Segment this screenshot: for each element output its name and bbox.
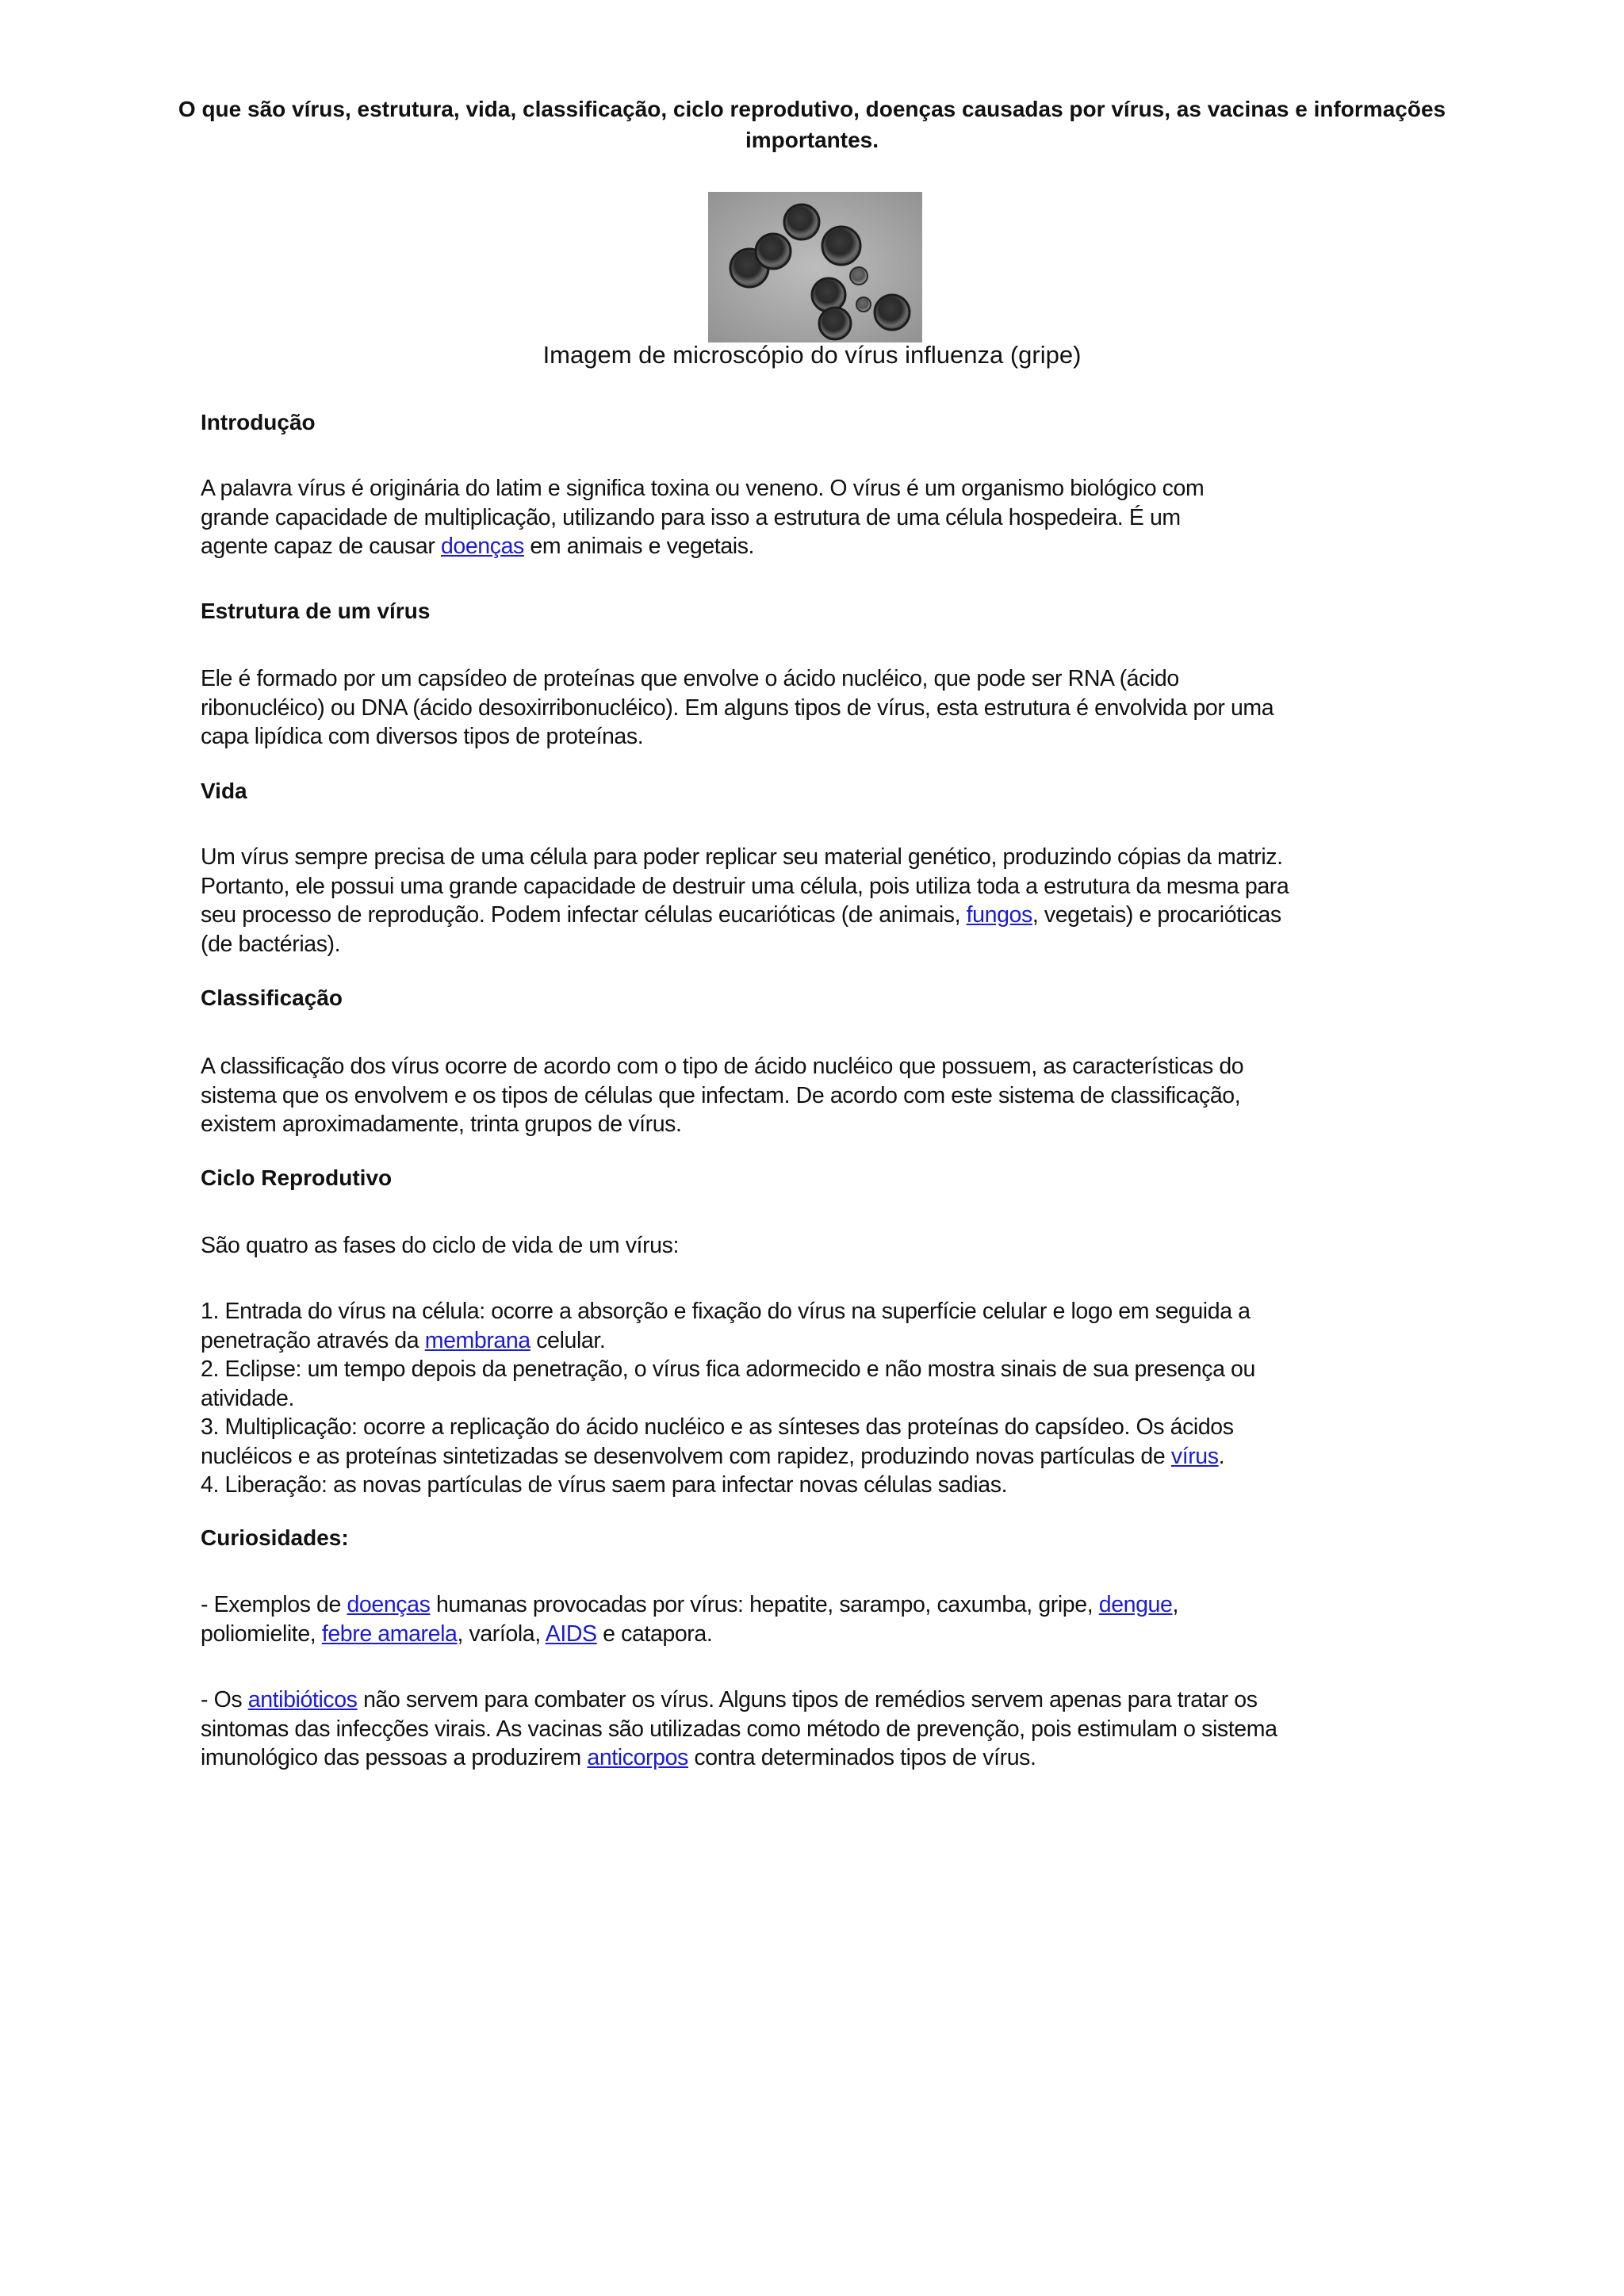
text-segment: nucléicos e as proteínas sintetizadas se desenvolvem com rapidez, produzindo novas partículas de <box>201 1443 1171 1469</box>
list-item: 3. Multiplicação: ocorre a replicação do ácido nucléico e as sínteses das proteínas do capsídeo. Os ácidos <box>201 1414 1234 1440</box>
list-ciclo-fases <box>201 1297 1438 1500</box>
list-item: 2. Eclipse: um tempo depois da penetração, o vírus fica adormecido e não mostra sinais de sua presença ou <box>201 1357 1255 1382</box>
text-line: Um vírus sempre precisa de uma célula para poder replicar seu material genético, produzindo cópias da matriz. <box>201 844 1283 870</box>
paragraph-estrutura <box>201 664 1438 752</box>
text-segment: contra determinados tipos de vírus. <box>688 1745 1036 1770</box>
link-virus[interactable]: vírus <box>1170 1443 1219 1469</box>
text-segment: - Exemplos de <box>201 1592 347 1617</box>
text-line: capa lipídica com diversos tipos de proteínas. <box>201 724 644 749</box>
list-item <box>201 1326 1438 1356</box>
text-line: sistema que os envolvem e os tipos de células que infectam. De acordo com este sistema de classificação, <box>201 1082 1241 1108</box>
heading-estrutura: Estrutura de um vírus <box>201 599 431 623</box>
link-fungos[interactable]: fungos <box>966 902 1032 928</box>
text-segment: poliomielite, <box>201 1621 322 1647</box>
text-line <box>201 901 1438 930</box>
paragraph-vida <box>201 843 1438 959</box>
text-segment: agente capaz de causar <box>201 534 441 559</box>
text-segment: e catapora. <box>596 1621 713 1647</box>
text-line: existem aproximadamente, trinta grupos de vírus. <box>201 1112 682 1137</box>
text-segment: em animais e vegetais. <box>523 534 755 559</box>
text-line <box>201 1743 1438 1773</box>
text-segment: imunológico das pessoas a produzirem <box>201 1745 588 1770</box>
text-segment: , vegetais) e procarióticas <box>1032 902 1281 928</box>
paragraph-curiosidades-2 <box>201 1686 1438 1773</box>
list-item <box>201 1442 1438 1471</box>
figure-caption: Imagem de microscópio do vírus influenza (gripe) <box>542 341 1082 369</box>
text-segment: penetração através da <box>201 1327 425 1353</box>
link-anticorpos[interactable]: anticorpos <box>587 1745 688 1770</box>
text-segment: . <box>1218 1443 1225 1469</box>
paragraph-curiosidades-1 <box>201 1590 1438 1648</box>
heading-curiosidades: Curiosidades: <box>201 1525 349 1550</box>
text-line: A palavra vírus é originária do latim e significa toxina ou veneno. O vírus é um organismo biológico com <box>201 476 1205 501</box>
text-line <box>201 1686 1438 1715</box>
text-line <box>201 1620 1438 1649</box>
influenza-microscope-image <box>708 192 922 342</box>
paragraph-introducao <box>201 474 1438 561</box>
heading-vida: Vida <box>201 779 247 803</box>
list-item: 1. Entrada do vírus na célula: ocorre a absorção e fixação do vírus na superfície celular e logo em seguida a <box>201 1299 1251 1324</box>
text-line: Ele é formado por um capsídeo de proteínas que envolve o ácido nucléico, que pode ser RNA (ácido <box>201 666 1179 691</box>
text-line: (de bactérias). <box>201 931 341 957</box>
text-segment: , <box>1172 1592 1178 1617</box>
page-title: O que são vírus, estrutura, vida, classificação, ciclo reprodutivo, doenças causadas por vírus, as vacinas e informações importantes. <box>178 97 1446 152</box>
link-febre-amarela[interactable]: febre amarela <box>321 1621 458 1647</box>
link-doencas[interactable]: doenças <box>440 534 524 559</box>
paragraph-ciclo-intro <box>201 1231 1438 1261</box>
text-line: grande capacidade de multiplicação, utilizando para isso a estrutura de uma célula hospedeira. É um <box>201 504 1181 530</box>
text-line: sintomas das infecções virais. As vacinas são utilizadas como método de prevenção, pois estimulam o sistema <box>201 1716 1277 1742</box>
text-segment: , varíola, <box>457 1621 546 1647</box>
link-membrana[interactable]: membrana <box>424 1327 530 1353</box>
text-line: Portanto, ele possui uma grande capacidade de destruir uma célula, pois utiliza toda a estrutura da mesma para <box>201 873 1289 899</box>
text-line: A classificação dos vírus ocorre de acordo com o tipo de ácido nucléico que possuem, as características do <box>201 1054 1244 1079</box>
heading-introducao: Introdução <box>201 410 316 434</box>
text-line <box>201 1590 1438 1620</box>
text-segment: celular. <box>530 1327 606 1353</box>
list-item: atividade. <box>201 1385 295 1411</box>
paragraph-classificacao <box>201 1052 1438 1139</box>
text-segment: não servem para combater os vírus. Alguns tipos de remédios servem apenas para tratar os <box>357 1687 1258 1712</box>
heading-classificacao: Classificação <box>201 985 343 1010</box>
link-aids[interactable]: AIDS <box>545 1621 597 1647</box>
link-antibioticos[interactable]: antibióticos <box>247 1687 358 1712</box>
text-segment: humanas provocadas por vírus: hepatite, sarampo, caxumba, gripe, <box>430 1592 1099 1617</box>
link-doencas-2[interactable]: doenças <box>347 1592 431 1617</box>
heading-ciclo-reprodutivo: Ciclo Reprodutivo <box>201 1165 393 1190</box>
text-line: São quatro as fases do ciclo de vida de um vírus: <box>201 1233 679 1258</box>
text-line <box>201 532 1438 561</box>
text-segment: seu processo de reprodução. Podem infectar células eucarióticas (de animais, <box>201 902 967 928</box>
list-item: 4. Liberação: as novas partículas de vírus saem para infectar novas células sadias. <box>201 1472 1008 1498</box>
text-line: ribonucléico) ou DNA (ácido desoxirribonucléico). Em alguns tipos de vírus, esta estrutura é envolvida por uma <box>201 695 1274 721</box>
text-segment: - Os <box>201 1687 248 1712</box>
link-dengue[interactable]: dengue <box>1098 1592 1173 1617</box>
